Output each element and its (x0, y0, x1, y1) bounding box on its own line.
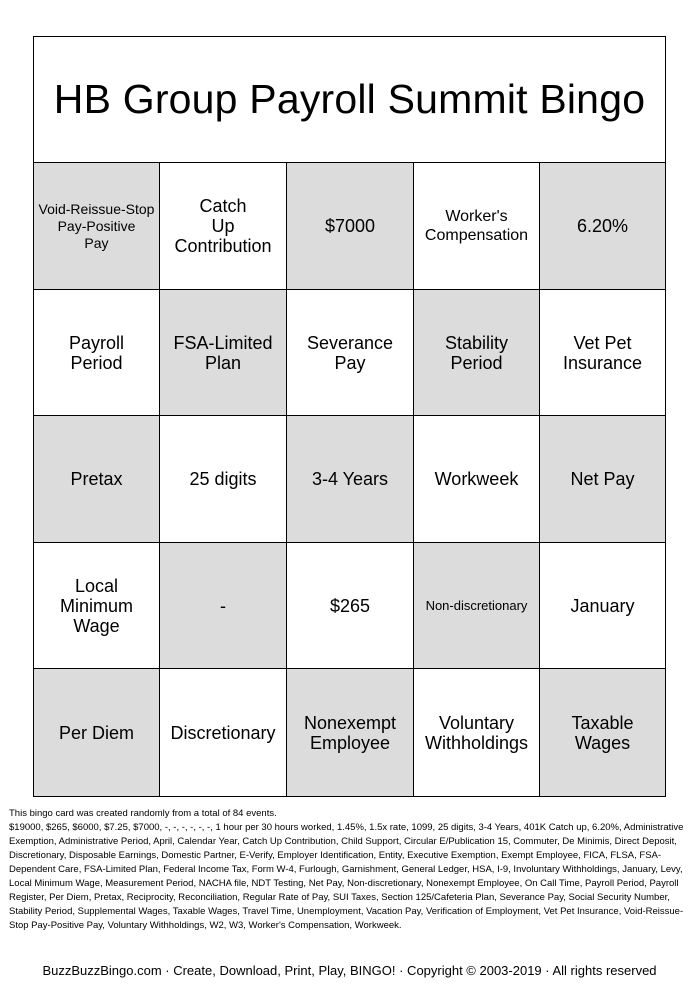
bingo-cell: Severance Pay (287, 290, 414, 416)
bingo-cell: Worker's Compensation (414, 163, 540, 290)
bingo-cell: $7000 (287, 163, 414, 290)
card-info (9, 807, 691, 933)
events-list: $19000, $265, $6000, $7.25, $7000, -, -, -, -, -, -, 1 hour per 30 hours worked, 1.45%, 1.5x rate, 1099, 25 digits, 3-4 Years, 401K Catch up, 6.20%, Administrative Exemption, Administrative Period, April, Calendar Year, Catch Up Contribution, Child Support, Circular E/Publication 15, Commuter, De Minimis, Direct Deposit, Discretionary, Disposable Earnings, Domestic Partner, E-Verify, Employer Identification, Entity, Executive Exemption, Exempt Employee, FICA, FLSA, FSA-Dependent Care, FSA-Limited Plan, Federal Income Tax, Form W-4, Furlough, Garnishment, General Ledger, HSA, I-9, Involuntary Withholdings, January, Levy, Local Minimum Wage, Measurement Period, NACHA file, NDT Testing, Net Pay, Non-discretionary, Nonexempt Employee, On Call Time, Payroll Period, Payroll Register, Per Diem, Pretax, Reciprocity, Reconciliation, Regular Rate of Pay, SUI Taxes, Section 125/Cafeteria Plan, Severance Pay, Social Security Number, Stability Period, Supplemental Wages, Taxable Wages, Travel Time, Unemployment, Vacation Pay, Verification of Employment, Vet Pet Insurance, Void-Reissue-Stop Pay-Positive Pay, Voluntary Withholdings, W2, W3, Worker's Compensation, Workweek. (9, 822, 684, 931)
bingo-cell: Non-discretionary (414, 543, 540, 669)
bingo-cell: Stability Period (414, 290, 540, 416)
title-cell (34, 37, 665, 163)
bingo-cell: Void-Reissue-Stop Pay-Positive Pay (34, 163, 160, 290)
bingo-cell: Nonexempt Employee (287, 669, 414, 796)
bingo-cell: Catch Up Contribution (160, 163, 287, 290)
bingo-cell: Net Pay (540, 416, 665, 543)
bingo-cell: FSA-Limited Plan (160, 290, 287, 416)
bingo-card (33, 36, 666, 797)
bingo-cell: Pretax (34, 416, 160, 543)
bingo-cell: Per Diem (34, 669, 160, 796)
bingo-cell: 3-4 Years (287, 416, 414, 543)
footer-credit: BuzzBuzzBingo.com · Create, Download, Print, Play, BINGO! · Copyright © 2003-2019 · All rights reserved (42, 963, 657, 978)
bingo-cell: January (540, 543, 665, 669)
bingo-grid (34, 163, 665, 796)
bingo-cell: $265 (287, 543, 414, 669)
bingo-cell: Payroll Period (34, 290, 160, 416)
bingo-cell: Vet Pet Insurance (540, 290, 665, 416)
bingo-cell: Local Minimum Wage (34, 543, 160, 669)
bingo-cell: 25 digits (160, 416, 287, 543)
bingo-cell: Discretionary (160, 669, 287, 796)
bingo-cell: - (160, 543, 287, 669)
info-intro: This bingo card was created randomly from a total of 84 events. (9, 808, 277, 819)
bingo-cell: Voluntary Withholdings (414, 669, 540, 796)
bingo-cell: Workweek (414, 416, 540, 543)
card-title: HB Group Payroll Summit Bingo (53, 76, 646, 122)
bingo-cell: Taxable Wages (540, 669, 665, 796)
bingo-cell: 6.20% (540, 163, 665, 290)
